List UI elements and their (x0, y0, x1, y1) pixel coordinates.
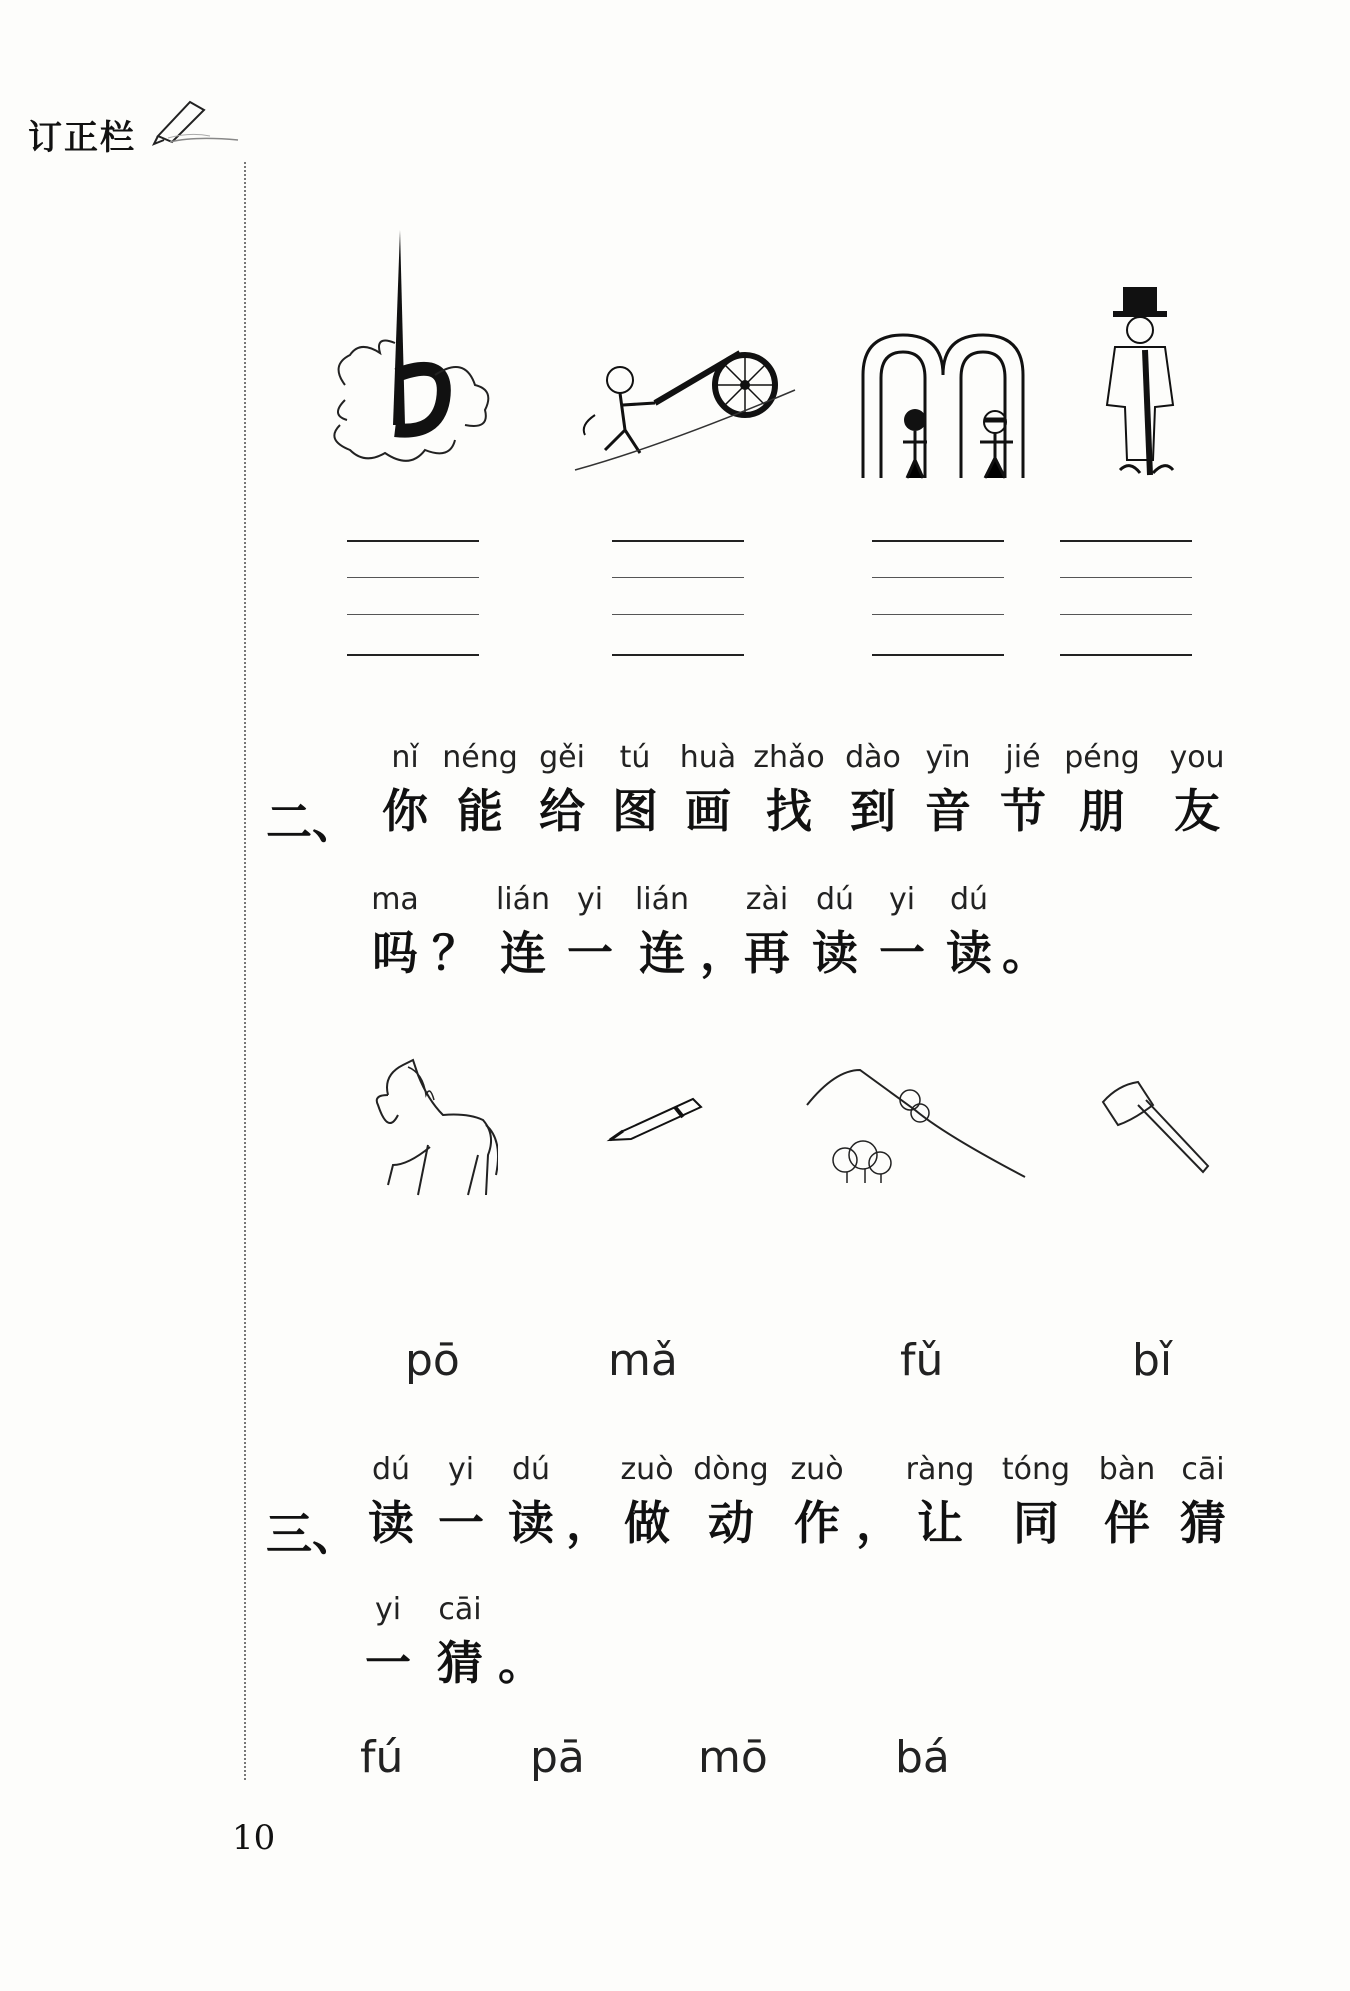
pinyin (566, 1452, 606, 1487)
pinyin-answer: bǐ (1132, 1335, 1173, 1386)
p-monkey-pushing-icon (565, 335, 805, 475)
pinyin: jié (1005, 740, 1041, 775)
pinyin: gěi (539, 740, 585, 775)
f-gentleman-cane-icon (1085, 285, 1195, 480)
hanzi: 图 (612, 784, 658, 838)
writing-line (1060, 654, 1192, 656)
pinyin: yīn (925, 740, 971, 775)
hanzi: 做 (624, 1496, 670, 1550)
correction-column-label: 订正栏 (28, 118, 136, 158)
pinyin-answer: pō (405, 1335, 460, 1386)
pinyin: zuò (790, 1452, 844, 1487)
pinyin: néng (442, 740, 518, 775)
hanzi: 读 (946, 926, 992, 980)
pinyin (1000, 882, 1050, 917)
pinyin-answer: mǎ (608, 1335, 678, 1386)
writing-line (872, 540, 1004, 542)
writing-line (612, 614, 744, 615)
question-number: 二、 (266, 795, 358, 849)
pinyin: lián (634, 882, 690, 917)
hanzi: ？ (432, 926, 478, 980)
pencil-icon (150, 96, 240, 146)
hanzi: 同 (1013, 1496, 1059, 1550)
pinyin: yi (447, 1452, 475, 1487)
hanzi: 友 (1174, 784, 1220, 838)
writing-line (347, 577, 479, 578)
horse-icon (368, 1055, 498, 1205)
hanzi: 一 (438, 1496, 484, 1550)
hanzi: 一 (879, 926, 925, 980)
pinyin: tóng (1001, 1452, 1071, 1487)
pinyin: cāi (438, 1592, 482, 1627)
pinyin: cāi (1181, 1452, 1225, 1487)
pen-icon (605, 1095, 705, 1145)
writing-line (872, 654, 1004, 656)
hanzi: 连 (500, 926, 546, 980)
pinyin: dú (371, 1452, 411, 1487)
writing-line (1060, 540, 1192, 542)
hanzi: 给 (539, 784, 585, 838)
pinyin: dòng (693, 1452, 769, 1487)
hanzi: 到 (850, 784, 896, 838)
hanzi: 读 (812, 926, 858, 980)
slope-icon (805, 1065, 1030, 1185)
writing-line (872, 614, 1004, 615)
hanzi: 。 (1002, 926, 1048, 980)
pinyin (430, 882, 480, 917)
pinyin: dú (511, 1452, 551, 1487)
hanzi: 伴 (1104, 1496, 1150, 1550)
pinyin: ma (371, 882, 419, 917)
pinyin: tú (619, 740, 651, 775)
action-pinyin: mō (698, 1732, 768, 1783)
pinyin: bàn (1098, 1452, 1156, 1487)
writing-line (347, 540, 479, 542)
hanzi: 猜 (437, 1636, 483, 1690)
hanzi: 让 (917, 1496, 963, 1550)
writing-line (612, 577, 744, 578)
m-arches-children-icon (855, 330, 1035, 480)
hanzi: 猜 (1180, 1496, 1226, 1550)
writing-line (1060, 577, 1192, 578)
hanzi: 节 (1000, 784, 1046, 838)
pinyin-answer: fǔ (900, 1335, 944, 1386)
page-number: 10 (232, 1818, 276, 1858)
question-number: 三、 (266, 1507, 358, 1561)
pinyin: zài (745, 882, 789, 917)
writing-line (1060, 614, 1192, 615)
pinyin: ràng (905, 1452, 975, 1487)
pinyin: yi (576, 882, 604, 917)
pinyin: dú (949, 882, 989, 917)
pinyin: lián (495, 882, 551, 917)
hanzi: ， (856, 1496, 902, 1550)
hanzi: 朋 (1079, 784, 1125, 838)
hanzi: 音 (925, 784, 971, 838)
pinyin: péng (1064, 740, 1140, 775)
pinyin: huà (679, 740, 737, 775)
hanzi: 读 (368, 1496, 414, 1550)
margin-divider (244, 162, 246, 1780)
b-stick-cloud-icon (325, 225, 500, 485)
writing-line (612, 654, 744, 656)
hanzi: 画 (685, 784, 731, 838)
writing-line (347, 614, 479, 615)
pinyin: zhǎo (753, 740, 825, 775)
pinyin: zuò (620, 1452, 674, 1487)
pinyin: dào (845, 740, 901, 775)
pinyin: dú (815, 882, 855, 917)
hanzi: 能 (457, 784, 503, 838)
writing-line (612, 540, 744, 542)
pinyin (496, 1592, 546, 1627)
hanzi: 吗 (372, 926, 418, 980)
pinyin (856, 1452, 896, 1487)
writing-line (872, 577, 1004, 578)
hanzi: ， (566, 1496, 612, 1550)
pinyin: yi (888, 882, 916, 917)
hanzi: 连 (639, 926, 685, 980)
hanzi: 读 (508, 1496, 554, 1550)
axe-icon (1098, 1080, 1213, 1180)
pinyin: nǐ (391, 740, 419, 775)
hanzi: 再 (744, 926, 790, 980)
hanzi: 找 (766, 784, 812, 838)
writing-line (347, 654, 479, 656)
hanzi: 你 (382, 784, 428, 838)
pinyin: yi (374, 1592, 402, 1627)
hanzi: 动 (708, 1496, 754, 1550)
pinyin: you (1169, 740, 1225, 775)
hanzi: 。 (498, 1636, 544, 1690)
action-pinyin: pā (530, 1732, 585, 1783)
action-pinyin: bá (895, 1732, 950, 1783)
action-pinyin: fú (360, 1732, 404, 1783)
hanzi: 一 (567, 926, 613, 980)
hanzi: 作 (794, 1496, 840, 1550)
hanzi: 一 (365, 1636, 411, 1690)
hanzi: ， (700, 926, 746, 980)
